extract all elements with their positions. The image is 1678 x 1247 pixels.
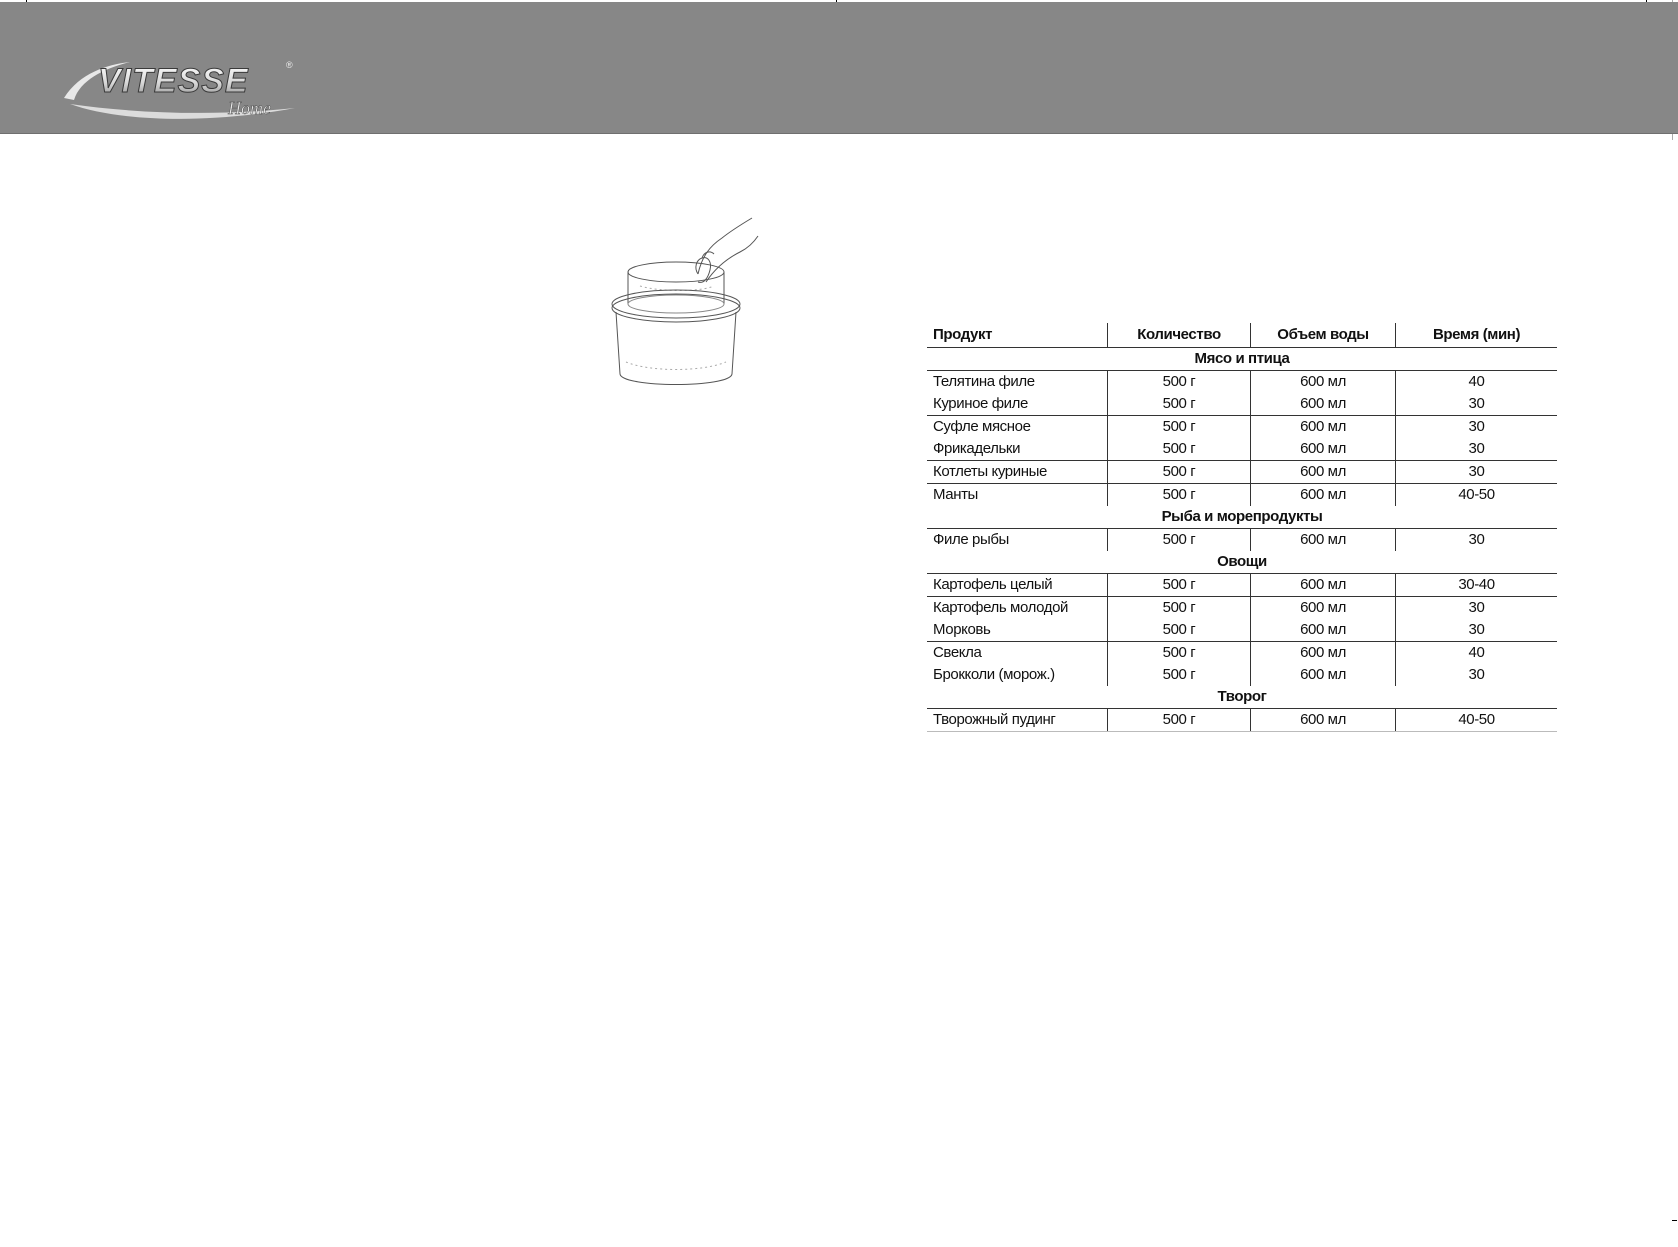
cell-time: 40-50 — [1396, 484, 1558, 507]
cell-product: Творожный пудинг — [927, 709, 1108, 732]
col-header-water: Объем воды — [1251, 323, 1396, 348]
section-row — [927, 348, 1557, 371]
section-title: Творог — [927, 686, 1557, 709]
page-header-band — [0, 2, 1678, 134]
cell-product: Филе рыбы — [933, 531, 1009, 548]
cell-product: Котлеты куриные — [927, 461, 1108, 484]
section-title: Овощи — [927, 551, 1557, 574]
cell-quantity: 500 г — [1108, 709, 1251, 732]
table-row — [927, 664, 1557, 686]
cell-product: Картофель целый — [927, 574, 1108, 597]
steam-basket-illustration — [610, 212, 760, 394]
section-title: Рыба и морепродукты — [927, 506, 1557, 529]
cell-quantity: 500 г — [1108, 597, 1251, 620]
table-row — [927, 529, 1557, 552]
cell-product: Фрикадельки — [927, 438, 1108, 461]
cell-time: 30 — [1396, 529, 1558, 552]
cell-time: 40 — [1396, 642, 1558, 665]
cell-quantity: 500 г — [1108, 416, 1251, 439]
cell-quantity: 500 г — [1108, 438, 1251, 461]
cell-time: 30 — [1396, 461, 1558, 484]
cell-water: 600 мл — [1251, 664, 1396, 686]
table-row — [927, 461, 1557, 484]
vitesse-home-logo — [60, 52, 310, 132]
section-row — [927, 686, 1557, 709]
cell-product: Картофель молодой — [933, 599, 1068, 616]
cell-water: 600 мл — [1251, 438, 1396, 461]
table-row — [927, 597, 1557, 620]
cell-water: 600 мл — [1251, 371, 1396, 394]
cell-product: Куриное филе — [927, 393, 1108, 416]
cell-time: 30 — [1396, 416, 1558, 439]
section-row — [927, 506, 1557, 529]
table-row — [927, 416, 1557, 439]
cell-time: 40 — [1396, 371, 1558, 394]
registered-mark: ® — [286, 60, 293, 70]
table-row — [927, 642, 1557, 665]
cell-quantity: 500 г — [1108, 574, 1251, 597]
cell-quantity: 500 г — [1108, 461, 1251, 484]
section-title: Мясо и птица — [927, 348, 1557, 371]
cell-time: 30 — [1396, 393, 1558, 416]
cell-quantity: 500 г — [1108, 484, 1251, 507]
table-row — [927, 438, 1557, 461]
cell-product: Телятина филе — [933, 373, 1035, 390]
cell-water: 600 мл — [1251, 484, 1396, 507]
cell-quantity: 500 г — [1108, 642, 1251, 665]
table-row — [927, 393, 1557, 416]
cell-time: 30 — [1396, 597, 1558, 620]
cell-product: Свекла — [933, 644, 982, 661]
cell-product: Манты — [933, 486, 978, 503]
col-header-quantity: Количество — [1108, 323, 1251, 348]
cell-quantity: 500 г — [1108, 371, 1251, 394]
cell-water: 600 мл — [1251, 529, 1396, 552]
crop-mark — [1672, 1220, 1677, 1221]
cell-water: 600 мл — [1251, 393, 1396, 416]
cell-quantity: 500 г — [1108, 529, 1251, 552]
table-row — [927, 619, 1557, 642]
cell-quantity: 500 г — [1108, 393, 1251, 416]
col-header-time: Время (мин) — [1396, 323, 1558, 348]
col-header-product: Продукт — [927, 323, 1108, 348]
cell-product: Брокколи (морож.) — [933, 666, 1055, 683]
cell-water: 600 мл — [1251, 416, 1396, 439]
cell-time: 40-50 — [1396, 709, 1558, 732]
cell-water: 600 мл — [1251, 574, 1396, 597]
cell-time: 30 — [1396, 619, 1558, 642]
cell-quantity: 500 г — [1108, 664, 1251, 686]
steaming-time-table — [927, 323, 1557, 732]
table-row — [927, 484, 1557, 507]
cell-time: 30 — [1396, 438, 1558, 461]
cell-water: 600 мл — [1251, 642, 1396, 665]
cell-quantity: 500 г — [1108, 619, 1251, 642]
cell-time: 30-40 — [1396, 574, 1558, 597]
cell-water: 600 мл — [1251, 461, 1396, 484]
brand-subline: Home — [228, 98, 271, 118]
table-row — [927, 371, 1557, 394]
cell-water: 600 мл — [1251, 619, 1396, 642]
table-row — [927, 709, 1557, 732]
cell-product: Морковь — [927, 619, 1108, 642]
table-row — [927, 574, 1557, 597]
table-header-row — [927, 323, 1557, 348]
section-row — [927, 551, 1557, 574]
cell-product: Суфле мясное — [933, 418, 1031, 435]
brand-wordmark: VITESSE — [98, 62, 249, 100]
cell-time: 30 — [1396, 664, 1558, 686]
cell-water: 600 мл — [1251, 709, 1396, 732]
cell-water: 600 мл — [1251, 597, 1396, 620]
